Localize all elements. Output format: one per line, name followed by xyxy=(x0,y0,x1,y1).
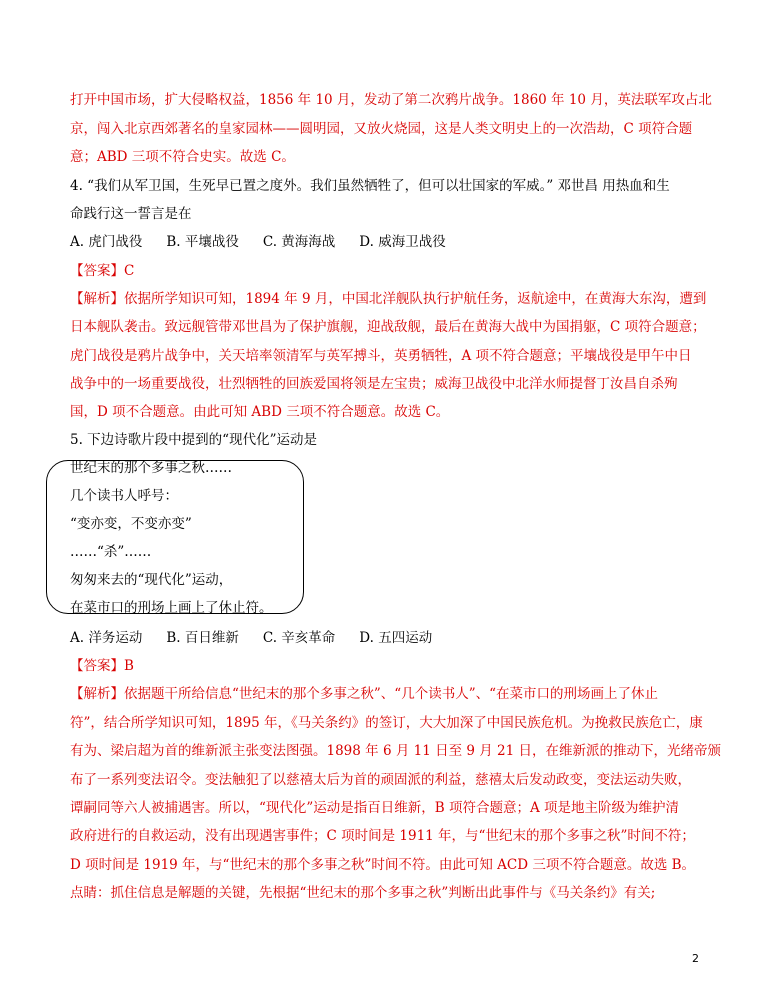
q5-analysis-line: 谭嗣同等六人被捕遇害。所以，“现代化”运动是指百日维新，B 项符合题意；A 项是地主阶级为维护清 xyxy=(70,800,680,816)
prev-analysis-line: 意；ABD 三项不符合史实。故选 C。 xyxy=(70,149,295,165)
q4-stem-line: 4. “我们从军卫国，生死早已置之度外。我们虽然牺牲了，但可以壮国家的军威。” 邓世昌 用热血和生 xyxy=(70,178,670,194)
q4-answer-value: C xyxy=(124,263,135,279)
poem-line: “变亦变，不变亦变” xyxy=(70,516,192,532)
page-number: 2 xyxy=(692,952,699,965)
poem-line: 世纪末的那个多事之秋…… xyxy=(70,460,232,476)
q4-option-b: B. 平壤战役 xyxy=(166,234,239,250)
q5-answer-value: B xyxy=(124,658,134,674)
q4-option-c: C. 黄海海战 xyxy=(262,234,336,250)
q4-analysis-line: 日本舰队袭击。致远舰管带邓世昌为了保护旗舰，迎战敌舰，最后在黄海大战中为国捐躯，C 项符合题意； xyxy=(70,319,706,335)
q5-answer xyxy=(70,656,134,676)
poem-line: ……“杀”…… xyxy=(70,544,152,560)
q5-analysis-line: D 项时间是 1919 年，与“世纪末的那个多事之秋”时间不符。由此可知 ACD 三项不符合题意。故选 B。 xyxy=(70,857,696,873)
q5-stem: 5. 下边诗歌片段中提到的“现代化”运动是 xyxy=(70,432,317,448)
q5-option-c: C. 辛亥革命 xyxy=(262,630,336,646)
q5-analysis-text: 依据题干所给信息“世纪末的那个多事之秋”、“几个读书人”、“在菜市口的刑场画上了休止 xyxy=(124,686,659,702)
q4-analysis-line: 虎门战役是鸦片战争中，关天培率领清军与英军搏斗，英勇牺牲，A 项不符合题意；平壤战役是甲午中日 xyxy=(70,348,692,364)
prev-analysis-line: 打开中国市场，扩大侵略权益，1856 年 10 月，发动了第二次鸦片战争。1860 年 10 月，英法联军攻占北 xyxy=(70,92,712,108)
q5-options xyxy=(70,628,456,648)
prev-analysis-line: 京，闯入北京西郊著名的皇家园林——圆明园，又放火烧园，这是人类文明史上的一次浩劫，C 项符合题 xyxy=(70,121,693,137)
q5-analysis-line xyxy=(70,684,658,704)
q5-answer-label: 【答案】 xyxy=(70,658,124,674)
q5-analysis-line: 符”，结合所学知识可知，1895 年，《马关条约》的签订，大大加深了中国民族危机。为挽救民族危亡，康 xyxy=(70,715,703,731)
q4-answer-label: 【答案】 xyxy=(70,263,124,279)
q4-analysis-line: 战争中的一场重要战役，壮烈牺牲的回族爱国将领是左宝贵；威海卫战役中北洋水师提督丁汝昌自杀殉 xyxy=(70,376,678,392)
q5-option-a: A. 洋务运动 xyxy=(70,630,143,646)
q5-option-d: D. 五四运动 xyxy=(359,630,433,646)
poem-frame xyxy=(46,460,304,614)
poem-line: 匆匆来去的“现代化”运动， xyxy=(70,572,233,588)
q5-analysis-line: 布了一系列变法诏令。变法触犯了以慈禧太后为首的顽固派的利益，慈禧太后发动政变，变法运动失败， xyxy=(70,772,691,788)
q4-option-d: D. 威海卫战役 xyxy=(359,234,446,250)
q5-tip-line: 点睛：抓住信息是解题的关键，先根据“世纪末的那个多事之秋”判断出此事件与《马关条约》有关; xyxy=(70,885,656,901)
q4-stem-line: 命践行这一誓言是在 xyxy=(70,206,192,222)
q4-analysis-line: 国，D 项不合题意。由此可知 ABD 三项不符合题意。故选 C。 xyxy=(70,404,450,420)
q4-analysis-text: 依据所学知识可知，1894 年 9 月，中国北洋舰队执行护航任务，返航途中，在黄海大东沟，遭到 xyxy=(124,291,707,307)
q4-analysis-label: 【解析】 xyxy=(70,291,124,307)
q5-analysis-line: 政府进行的自救运动，没有出现遇害事件；C 项时间是 1911 年，与“世纪末的那个多事之秋”时间不符； xyxy=(70,828,695,844)
poem-line: 在菜市口的刑场上画上了休止符。 xyxy=(70,600,273,616)
q4-analysis-line xyxy=(70,289,706,309)
q5-analysis-line: 有为、梁启超为首的维新派主张变法图强。1898 年 6 月 11 日至 9 月 21 日，在维新派的推动下，光绪帝颁 xyxy=(70,743,722,759)
poem-line: 几个读书人呼号： xyxy=(70,488,178,504)
q4-answer xyxy=(70,261,134,281)
q4-options xyxy=(70,232,470,252)
q5-analysis-label: 【解析】 xyxy=(70,686,124,702)
q5-option-b: B. 百日维新 xyxy=(166,630,239,646)
q4-option-a: A. 虎门战役 xyxy=(70,234,143,250)
